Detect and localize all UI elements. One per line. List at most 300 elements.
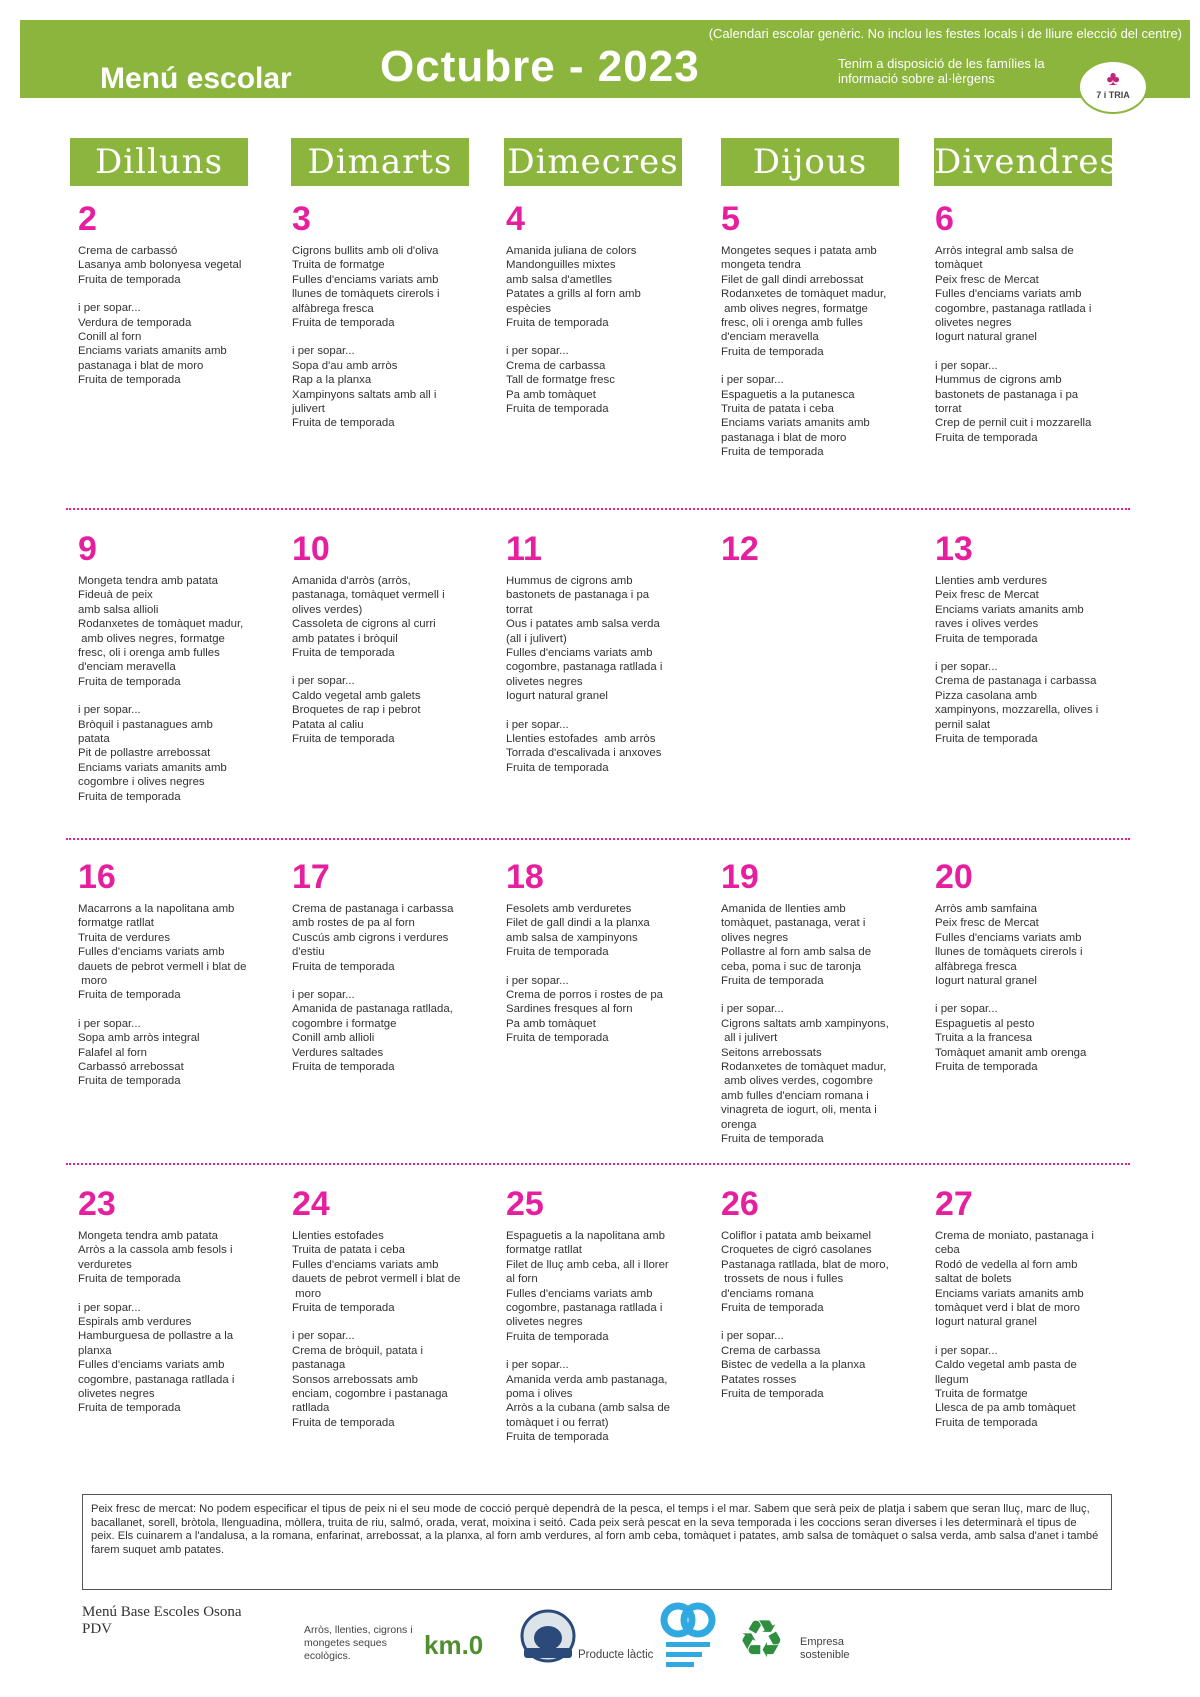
menu-item: Mongetes seques i patata amb — [721, 245, 877, 257]
day-cell — [78, 200, 270, 388]
menu-item — [506, 704, 698, 718]
menu-item: Fulles d'enciams variats amb — [506, 1287, 653, 1300]
day-number: 12 — [721, 530, 759, 568]
menu-item: Crema de bròquil, patata i — [292, 1344, 424, 1357]
menu-item: cogombre, pastanaga ratllada i — [506, 661, 663, 674]
menu-item: Fulles d'enciams variats amb — [292, 1258, 439, 1271]
menu-item — [292, 660, 484, 674]
menu-item: Mongeta tendra amb patata — [78, 575, 218, 587]
day-cell — [292, 858, 484, 1074]
menu-item: Hummus de cigrons amb — [506, 575, 633, 587]
calendar-note: (Calendari escolar genèric. No inclou les festes locals i de lliure elecció del centre) — [708, 26, 1182, 41]
menu-item: Verdura de temporada — [78, 316, 192, 329]
menu-item: Truita de formatge — [292, 259, 385, 272]
menu-item — [506, 1344, 698, 1358]
menu-item: pernil salat — [935, 718, 991, 731]
menu-item: dauets de pebrot vermell i blat de — [78, 960, 247, 973]
menu-item: olivetes negres — [78, 1388, 155, 1401]
menu-item — [935, 345, 1127, 359]
menu-item: cogombre i formatge — [292, 1017, 397, 1030]
menu-item: Fruita de temporada — [506, 403, 609, 416]
menu-item: olives verdes) — [292, 603, 363, 616]
menu-item: fresc, oli i orenga amb fulles — [721, 317, 863, 330]
menu-item — [935, 1330, 1127, 1344]
menu-item: ratllada — [292, 1402, 330, 1415]
menu-item: Rodanxetes de tomàquet madur, — [78, 618, 244, 631]
menu-item: Fruita de temporada — [78, 374, 181, 387]
menu-item: Arròs integral amb salsa de — [935, 245, 1074, 257]
menu-item: Conill amb allioli — [292, 1032, 375, 1045]
day-number: 16 — [78, 858, 116, 896]
menu-item: Cigrons saltats amb xampinyons, — [721, 1017, 889, 1030]
menu-item: trossets de nous i fulles — [721, 1273, 844, 1286]
menu-item — [506, 330, 698, 344]
menu-item: Patates a grills al forn amb — [506, 288, 641, 301]
day-number: 23 — [78, 1185, 116, 1223]
menu-item: Lasanya amb bolonyesa vegetal — [78, 259, 242, 272]
day-cell — [506, 200, 698, 416]
menu-item: julivert — [292, 403, 325, 416]
menu-item: dauets de pebrot vermell i blat de — [292, 1273, 461, 1286]
day-number: 26 — [721, 1185, 759, 1223]
menu-item: Sonsos arrebossats amb — [292, 1373, 418, 1386]
menu-item: Cuscús amb cigrons i verdures — [292, 931, 449, 944]
day-cell — [935, 858, 1127, 1074]
menu-item — [78, 1287, 270, 1301]
menu-item: Seitons arrebossats — [721, 1046, 822, 1059]
menu-item: Crema de porros i rostes de pa — [506, 989, 664, 1002]
day-number: 18 — [506, 858, 544, 896]
menu-item: Bistec de vedella a la planxa — [721, 1359, 866, 1372]
day-cell — [78, 858, 270, 1089]
dinner-label: i per sopar... — [935, 1344, 998, 1357]
menu-item: llunes de tomàquets cirerols i — [935, 946, 1083, 959]
menu-item: verduretes — [78, 1258, 132, 1271]
menu-item: Fulles d'enciams variats amb — [78, 1359, 225, 1372]
menu-item: amb salsa de xampinyons — [506, 931, 638, 944]
menu-item: Truita de formatge — [935, 1388, 1028, 1401]
day-header-dilluns: Dilluns — [70, 138, 248, 186]
menu-item: Fruita de temporada — [506, 1330, 609, 1343]
day-number: 5 — [721, 200, 740, 238]
footer-base-line2: PDV — [82, 1621, 113, 1637]
menu-item: bastonets de pastanaga i pa — [935, 388, 1079, 401]
day-cell — [292, 200, 484, 431]
menu-item: amb olives negres, formatge — [721, 302, 868, 315]
menu-item: Crema de carbassa — [506, 359, 606, 372]
menu-item: Xampinyons saltats amb all i — [292, 388, 437, 401]
day-number: 19 — [721, 858, 759, 896]
menu-item: cogombre, pastanaga ratllada i — [935, 302, 1092, 315]
menu-item: Enciams variats amanits amb — [78, 761, 227, 774]
day-number: 9 — [78, 530, 97, 568]
menu-item: Fruita de temporada — [506, 761, 609, 774]
menu-item: Conill al forn — [78, 331, 142, 344]
dinner-label: i per sopar... — [721, 1003, 784, 1016]
week-separator — [66, 1163, 1130, 1165]
menu-item: Rap a la planxa — [292, 374, 372, 387]
menu-item: Coliflor i patata amb beixamel — [721, 1230, 872, 1242]
dinner-label: i per sopar... — [292, 1330, 355, 1343]
day-number: 17 — [292, 858, 330, 896]
empresa-line2: sostenible — [800, 1649, 850, 1661]
empresa-sostenible — [800, 1636, 850, 1662]
menu-item: Croquetes de cigró casolanes — [721, 1244, 872, 1257]
menu-item: Iogurt natural granel — [935, 975, 1037, 988]
menu-item: Tall de formatge fresc — [506, 374, 615, 387]
dinner-label: i per sopar... — [721, 1330, 784, 1343]
menu-item: Llenties estofades amb arròs — [506, 733, 656, 746]
allergen-info: Tenim a disposició de les famílies la informació sobre al·lèrgens — [838, 56, 1045, 86]
menu-item: Enciams variats amanits amb — [935, 1287, 1084, 1300]
dinner-label: i per sopar... — [935, 359, 998, 372]
menu-title: Menú escolar — [100, 62, 292, 95]
business-social-value-logo — [660, 1602, 716, 1674]
dinner-label: i per sopar... — [292, 989, 355, 1002]
menu-item: Fruita de temporada — [292, 733, 395, 746]
dinner-label: i per sopar... — [292, 675, 355, 688]
menu-item — [292, 974, 484, 988]
menu-item: Fruita de temporada — [78, 1075, 181, 1088]
menu-item: moro — [78, 975, 108, 988]
menu-item: Espaguetis al pesto — [935, 1017, 1035, 1030]
dinner-label: i per sopar... — [935, 1003, 998, 1016]
menu-item — [721, 988, 913, 1002]
menu-item: Fruita de temporada — [78, 1402, 181, 1415]
menu-item: al forn — [506, 1273, 538, 1286]
menu-item: ceba — [935, 1244, 960, 1257]
menu-item: Fulles d'enciams variats amb — [78, 946, 225, 959]
menu-item: Crema de moniato, pastanaga i — [935, 1230, 1094, 1242]
menu-item: Fruita de temporada — [292, 960, 395, 973]
menu-item: Fruita de temporada — [721, 975, 824, 988]
menu-item: Rodó de vedella al forn amb — [935, 1258, 1078, 1271]
menu-item: Pa amb tomàquet — [506, 1017, 596, 1030]
menu-item: formatge ratllat — [78, 917, 154, 930]
dinner-label: i per sopar... — [506, 345, 569, 358]
menu-item: Caldo vegetal amb galets — [292, 689, 421, 702]
menu-item: amb salsa d'ametlles — [506, 273, 613, 286]
menu-item: espècies — [506, 302, 551, 315]
day-number: 3 — [292, 200, 311, 238]
menu-item: Pit de pollastre arrebossat — [78, 747, 211, 760]
menu-item: llegum — [935, 1373, 969, 1386]
menu-item: Crema de carbassó — [78, 245, 178, 257]
7-i-tria-logo — [1078, 60, 1148, 114]
menu-item — [721, 1315, 913, 1329]
menu-item: Fruita de temporada — [721, 1302, 824, 1315]
menu-item: tomàquet — [935, 259, 983, 272]
eco-text: Arròs, llenties, cigrons i mongetes seques ecològics. — [304, 1624, 413, 1662]
menu-item: Fulles d'enciams variats amb — [506, 647, 653, 660]
menu-item: formatge ratllat — [506, 1244, 582, 1257]
menu-item: Hamburguesa de pollastre a la — [78, 1330, 234, 1343]
day-cell — [935, 200, 1127, 445]
menu-item: Enciams variats amanits amb — [721, 417, 870, 430]
dinner-label: i per sopar... — [78, 704, 141, 717]
menu-item: Filet de gall dindi a la planxa — [506, 917, 650, 930]
menu-item: Fruita de temporada — [506, 1431, 609, 1444]
menu-item: Fruita de temporada — [292, 1416, 395, 1429]
menu-item: Llenties estofades — [292, 1230, 384, 1242]
menu-item: Pizza casolana amb — [935, 689, 1037, 702]
day-number: 6 — [935, 200, 954, 238]
menu-item: Truita de verdures — [78, 931, 171, 944]
dinner-label: i per sopar... — [78, 1017, 141, 1030]
menu-item: Iogurt natural granel — [935, 1316, 1037, 1329]
menu-item: Fruita de temporada — [78, 1273, 181, 1286]
menu-item: Crema de pastanaga i carbassa — [935, 675, 1097, 688]
7-i-tria-label: 7 i TRIA — [1096, 90, 1130, 100]
menu-item: Fruita de temporada — [78, 790, 181, 803]
menu-item: bastonets de pastanaga i pa — [506, 589, 650, 602]
day-number: 13 — [935, 530, 973, 568]
empresa-line1: Empresa — [800, 1636, 845, 1648]
menu-item: all i julivert — [721, 1032, 778, 1045]
menu-item: cogombre, pastanaga ratllada i — [506, 1302, 663, 1315]
menu-item: Mandonguilles mixtes — [506, 259, 616, 272]
menu-item: Iogurt natural granel — [935, 331, 1037, 344]
menu-item: fresc, oli i orenga amb fulles — [78, 647, 220, 660]
menu-item: Fruita de temporada — [292, 1061, 395, 1074]
dinner-label: i per sopar... — [935, 661, 998, 674]
menu-item: olivetes negres — [935, 317, 1012, 330]
menu-item: Falafel al forn — [78, 1046, 148, 1059]
day-header-dijous: Dijous — [721, 138, 899, 186]
menu-item — [292, 1315, 484, 1329]
menu-item: Enciams variats amanits amb — [935, 603, 1084, 616]
day-number: 24 — [292, 1185, 330, 1223]
menu-item: Amanida verda amb pastanaga, — [506, 1373, 668, 1386]
day-cell — [721, 1185, 913, 1401]
menu-item: Iogurt natural granel — [506, 690, 608, 703]
menu-item: patata — [78, 733, 110, 746]
milk-producer-logo — [518, 1608, 578, 1664]
menu-item: Llenties amb verdures — [935, 575, 1048, 587]
menu-item: Espirals amb verdures — [78, 1316, 192, 1329]
day-number: 25 — [506, 1185, 544, 1223]
menu-item: Fruita de temporada — [935, 1061, 1038, 1074]
day-cell — [721, 530, 913, 574]
day-cell — [506, 530, 698, 775]
menu-item: Pa amb tomàquet — [506, 388, 596, 401]
menu-item: tomàquet i ou ferrat) — [506, 1416, 609, 1429]
footer-base-line1: Menú Base Escoles Osona — [82, 1604, 242, 1620]
menu-item: Rodanxetes de tomàquet madur, — [721, 288, 887, 301]
day-header-dimecres: Dimecres — [504, 138, 682, 186]
menu-item: Peix fresc de Mercat — [935, 917, 1039, 930]
day-number: 20 — [935, 858, 973, 896]
menu-item: Ous i patates amb salsa verda — [506, 618, 660, 631]
menu-item: Broquetes de rap i pebrot — [292, 704, 421, 717]
menu-item: Torrada d'escalivada i anxoves — [506, 747, 662, 760]
menu-item: Fesolets amb verduretes — [506, 903, 632, 915]
menu-item: Espaguetis a la napolitana amb — [506, 1230, 665, 1242]
menu-item: d'estiu — [292, 946, 325, 959]
menu-item: Tomàquet amanit amb orenga — [935, 1046, 1087, 1059]
menu-item: amb patates i bròquil — [292, 632, 398, 645]
day-number: 11 — [506, 530, 542, 568]
menu-item: Truita de patata i ceba — [721, 403, 834, 416]
menu-item: Fruita de temporada — [506, 1032, 609, 1045]
menu-item: Truita de patata i ceba — [292, 1244, 405, 1257]
menu-item: Truita a la francesa — [935, 1032, 1033, 1045]
menu-item: enciam, cogombre i pastanaga — [292, 1388, 448, 1401]
menu-item: llunes de tomàquets cirerols i — [292, 288, 440, 301]
menu-item: Fulles d'enciams variats amb — [292, 273, 439, 286]
menu-item: Fruita de temporada — [935, 1416, 1038, 1429]
day-cell — [292, 530, 484, 746]
menu-item: Sardines fresques al forn — [506, 1003, 633, 1016]
menu-item: alfàbrega fresca — [292, 302, 374, 315]
menu-item: torrat — [506, 603, 533, 616]
menu-item — [935, 646, 1127, 660]
week-separator — [66, 838, 1130, 840]
milk-label: Producte làctic — [578, 1649, 654, 1661]
day-cell — [506, 1185, 698, 1445]
menu-item: d'enciam meravella — [78, 661, 176, 674]
menu-item — [78, 1003, 270, 1017]
day-header-dimarts: Dimarts — [291, 138, 469, 186]
recycle-icon: ♻ — [738, 1611, 785, 1669]
menu-item: pastanaga — [292, 1359, 346, 1372]
menu-item: olivetes negres — [506, 675, 583, 688]
day-number: 27 — [935, 1185, 973, 1223]
menu-item — [78, 689, 270, 703]
km0-logo: km.0 — [424, 1630, 484, 1660]
menu-item: Sopa amb arròs integral — [78, 1032, 200, 1045]
menu-item: Amanida d'arròs (arròs, — [292, 575, 411, 587]
menu-item: Verdures saltades — [292, 1046, 384, 1059]
dinner-label: i per sopar... — [506, 1359, 569, 1372]
menu-item: (all i julivert) — [506, 632, 567, 645]
menu-item: Bròquil i pastanagues amb — [78, 718, 213, 731]
day-cell — [78, 530, 270, 804]
menu-item: Fruita de temporada — [78, 675, 181, 688]
menu-item: Fruita de temporada — [506, 317, 609, 330]
menu-item: amb fulles d'enciam romana i — [721, 1089, 869, 1102]
menu-item: vinagreta de iogurt, oli, menta i — [721, 1104, 877, 1117]
day-cell — [506, 858, 698, 1046]
menu-item: saltat de bolets — [935, 1273, 1012, 1286]
dinner-label: i per sopar... — [78, 302, 141, 315]
menu-item: d'enciam meravella — [721, 331, 819, 344]
menu-item: Fruita de temporada — [292, 417, 395, 430]
menu-item: Crep de pernil cuit i mozzarella — [935, 417, 1092, 430]
menu-item: Peix fresc de Mercat — [935, 273, 1039, 286]
menu-item: Arròs amb samfaina — [935, 903, 1037, 915]
day-cell — [721, 858, 913, 1147]
dinner-label: i per sopar... — [506, 718, 569, 731]
menu-item: Amanida juliana de colors — [506, 245, 637, 257]
menu-item: poma i olives — [506, 1388, 573, 1401]
menu-item: Amanida de llenties amb — [721, 903, 846, 915]
menu-item: Arròs a la cubana (amb salsa de — [506, 1402, 670, 1415]
menu-item: Fruita de temporada — [78, 989, 181, 1002]
menu-item: torrat — [935, 403, 962, 416]
menu-item: Fruita de temporada — [721, 446, 824, 459]
day-cell — [78, 1185, 270, 1416]
menu-item — [506, 960, 698, 974]
menu-item: Fruita de temporada — [506, 946, 609, 959]
menu-item: tomàquet verd i blat de moro — [935, 1302, 1080, 1315]
menu-item: Carbassó arrebossat — [78, 1061, 184, 1074]
7-i-tria-icon: ♣ — [1106, 68, 1120, 90]
day-cell — [721, 200, 913, 460]
menu-item: Fideuà de peix — [78, 589, 153, 602]
menu-item: Pollastre al forn amb salsa de — [721, 946, 872, 959]
menu-item: moro — [292, 1287, 322, 1300]
day-number: 10 — [292, 530, 330, 568]
footer-base — [82, 1604, 242, 1638]
dinner-label: i per sopar... — [78, 1301, 141, 1314]
menu-item: olivetes negres — [506, 1316, 583, 1329]
menu-item: Sopa d'au amb arròs — [292, 359, 398, 372]
menu-item: amb rostes de pa al forn — [292, 917, 415, 930]
menu-item: Peix fresc de Mercat — [935, 589, 1039, 602]
menu-item: Hummus de cigrons amb — [935, 374, 1062, 387]
menu-item: pastanaga, tomàquet vermell i — [292, 589, 445, 602]
menu-item: Fruita de temporada — [935, 632, 1038, 645]
day-header-divendres: Divendres — [934, 138, 1112, 186]
fish-note: Peix fresc de mercat: No podem especificar el tipus de peix ni el seu mode de cocció perquè dependrà de la pesca, el temps i el mar. Sabem que serà peix de platja i sabem que seran lluç, marc de lluç, bacallanet, sorell, bròtola, llenguadina, mòllera, truita de riu, salmó, orada, verat, moixina i seitó. Cada peix serà pescat en la seva temporada i les coccions seran diverses i les determinarà el tipus de peix. Els cuinarem a l'andalusa, a la romana, enfarinat, arrebossat, a la planxa, al forn amb verdures, al forn amb ceba, tomàquet i patates, amb salsa de tomàquet o salsa verda, amb salsa d'anet i també farem suquet amb patates. — [82, 1494, 1112, 1590]
dinner-label: i per sopar... — [506, 974, 569, 987]
menu-item: Fruita de temporada — [721, 1133, 824, 1146]
menu-item: Fulles d'enciams variats amb — [935, 288, 1082, 301]
menu-item: Fulles d'enciams variats amb — [935, 931, 1082, 944]
menu-item: Macarrons a la napolitana amb — [78, 903, 235, 915]
dinner-label: i per sopar... — [721, 374, 784, 387]
menu-item: Fruita de temporada — [721, 1388, 824, 1401]
menu-item: Arròs a la cassola amb fesols i — [78, 1244, 233, 1257]
week-separator — [66, 508, 1130, 510]
menu-item: cogombre i olives negres — [78, 776, 205, 789]
menu-item — [78, 287, 270, 301]
menu-item: tomàquet, pastanaga, verat i — [721, 917, 866, 930]
day-cell — [935, 1185, 1127, 1430]
menu-item: Crema de pastanaga i carbassa — [292, 903, 454, 915]
day-cell — [292, 1185, 484, 1430]
menu-item: Caldo vegetal amb pasta de — [935, 1359, 1077, 1372]
menu-item — [935, 988, 1127, 1002]
menu-item: ceba, poma i suc de taronja — [721, 960, 861, 973]
day-number: 2 — [78, 200, 97, 238]
menu-item: Patata al caliu — [292, 718, 364, 731]
menu-item: Fruita de temporada — [721, 345, 824, 358]
menu-item: planxa — [78, 1344, 112, 1357]
menu-item: Fruita de temporada — [935, 431, 1038, 444]
menu-item: orenga — [721, 1118, 757, 1131]
menu-item: Fruita de temporada — [292, 317, 395, 330]
menu-item: raves i olives verdes — [935, 618, 1039, 631]
menu-item: Amanida de pastanaga ratllada, — [292, 1003, 453, 1016]
menu-item — [292, 330, 484, 344]
menu-item: cogombre, pastanaga ratllada i — [78, 1373, 235, 1386]
menu-item: d'enciams romana — [721, 1287, 814, 1300]
day-cell — [935, 530, 1127, 746]
menu-item: Crema de carbassa — [721, 1344, 821, 1357]
menu-item: Mongeta tendra amb patata — [78, 1230, 218, 1242]
menu-item: pastanaga i blat de moro — [78, 359, 204, 372]
menu-item: mongeta tendra — [721, 259, 801, 272]
month-title: Octubre - 2023 — [380, 42, 700, 91]
menu-item: pastanaga i blat de moro — [721, 431, 847, 444]
menu-item: Fruita de temporada — [78, 273, 181, 286]
menu-item: olives negres — [721, 931, 789, 944]
day-number: 4 — [506, 200, 525, 238]
menu-item: Patates rosses — [721, 1373, 797, 1386]
menu-item: Fruita de temporada — [292, 647, 395, 660]
